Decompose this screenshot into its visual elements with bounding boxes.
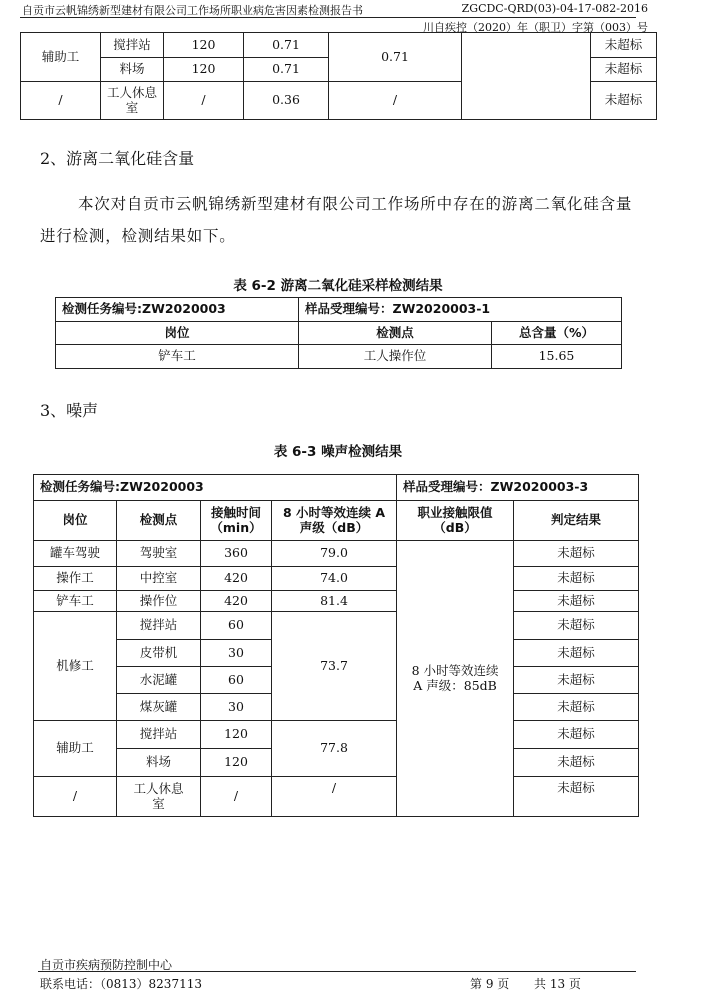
cell-point: 搅拌站 (117, 612, 201, 640)
table-row (56, 345, 622, 369)
cell-time: 120 (201, 721, 272, 749)
table-row (21, 33, 657, 58)
cell-level: 73.7 (272, 612, 397, 721)
header-level: 8 小时等效连续 A 声级（dB） (272, 501, 397, 541)
cell-value: 0.71 (244, 33, 329, 58)
header-post: 岗位 (34, 501, 117, 541)
table-row (34, 591, 639, 612)
cell-time: 30 (201, 694, 272, 721)
cell-point: 料场 (101, 58, 164, 82)
footer-phone: 联系电话：（0813）8237113 (40, 977, 202, 991)
cell-post: / (34, 777, 117, 817)
table-row (56, 298, 622, 322)
table-row (34, 541, 639, 567)
cell-time: 420 (201, 567, 272, 591)
cell-time: 120 (164, 33, 244, 58)
task-number: 检测任务编号:ZW2020003 (56, 298, 299, 322)
cell-post: 铲车工 (34, 591, 117, 612)
cell-result: 未超标 (514, 749, 639, 777)
header-result: 判定结果 (514, 501, 639, 541)
sample-number: 样品受理编号：ZW2020003-1 (299, 298, 622, 322)
header-post: 岗位 (56, 322, 299, 345)
cell-empty (462, 33, 591, 120)
cell-point: 料场 (117, 749, 201, 777)
header-limit: 职业接触限值（dB） (397, 501, 514, 541)
cell-level: / (272, 777, 397, 817)
cell-time: 120 (201, 749, 272, 777)
total-pages: 共 13 页 (534, 977, 581, 991)
cell-level: 77.8 (272, 721, 397, 777)
header-time: 接触时间（min） (201, 501, 272, 541)
sample-number: 样品受理编号：ZW2020003-3 (397, 475, 639, 501)
cell-result: 未超标 (591, 33, 657, 58)
cell-limit: 8 小时等效连续 A 声级：85dB (397, 541, 514, 817)
cell-time: 420 (201, 591, 272, 612)
section3-heading: 3、噪声 (40, 401, 99, 420)
header-content: 总含量（%） (492, 322, 622, 345)
section2-paragraph: 本次对自贡市云帆锦绣新型建材有限公司工作场所中存在的游离二氧化硅含量进行检测，检测结果如下。 (40, 195, 633, 245)
cell-time: / (164, 82, 244, 120)
table-row (34, 567, 639, 591)
report-code: ZGCDC-QRD(03)-04-17-082-2016 (461, 2, 648, 15)
cell-result: 未超标 (514, 721, 639, 749)
cell-point: 工人休息室 (101, 82, 164, 120)
cell-time: 30 (201, 640, 272, 667)
cell-point: 中控室 (117, 567, 201, 591)
cell-result: 未超标 (514, 694, 639, 721)
table-row (34, 721, 639, 749)
cell-value: 0.71 (244, 58, 329, 82)
table-6-3-caption: 表 6-3 噪声检测结果 (273, 444, 403, 460)
cell-point: 搅拌站 (117, 721, 201, 749)
cell-time: 60 (201, 667, 272, 694)
cell-value: 0.36 (244, 82, 329, 120)
table-row (34, 777, 639, 817)
cell-result: 未超标 (514, 541, 639, 567)
cell-time: 360 (201, 541, 272, 567)
report-title: 自贡市云帆锦绣新型建材有限公司工作场所职业病危害因素检测报告书 (22, 4, 363, 17)
cell-result: 未超标 (514, 667, 639, 694)
report-ref: 川自疾控（2020）年（职卫）字第（003）号 (423, 21, 648, 34)
cell-time: / (201, 777, 272, 817)
cell-point: 工人操作位 (299, 345, 492, 369)
cell-point: 煤灰罐 (117, 694, 201, 721)
cell-post: 铲车工 (56, 345, 299, 369)
cell-post: 操作工 (34, 567, 117, 591)
cell-point: 皮带机 (117, 640, 201, 667)
cell-result: 未超标 (591, 58, 657, 82)
cell-point: 水泥罐 (117, 667, 201, 694)
cell-point: 搅拌站 (101, 33, 164, 58)
cell-level: 74.0 (272, 567, 397, 591)
task-number: 检测任务编号:ZW2020003 (34, 475, 397, 501)
cell-post: 辅助工 (21, 33, 101, 82)
cell-point: 工人休息室 (117, 777, 201, 817)
cell-content: 15.65 (492, 345, 622, 369)
header-point: 检测点 (117, 501, 201, 541)
cell-result: 未超标 (514, 777, 639, 817)
noise-table (33, 474, 639, 817)
cell-result: 未超标 (514, 612, 639, 640)
cell-twa: 0.71 (329, 33, 462, 82)
noise-table-continued (20, 32, 657, 120)
cell-level: 81.4 (272, 591, 397, 612)
footer-org: 自贡市疾病预防控制中心 (40, 958, 173, 972)
cell-result: 未超标 (591, 82, 657, 120)
cell-twa: / (329, 82, 462, 120)
cell-result: 未超标 (514, 591, 639, 612)
table-6-2-caption: 表 6-2 游离二氧化硅采样检测结果 (233, 278, 443, 294)
cell-time: 60 (201, 612, 272, 640)
cell-post: 罐车驾驶 (34, 541, 117, 567)
table-row (34, 475, 639, 501)
footer-rule (38, 971, 636, 972)
table-row (34, 501, 639, 541)
cell-post: 辅助工 (34, 721, 117, 777)
table-row (34, 612, 639, 640)
cell-point: 驾驶室 (117, 541, 201, 567)
header-point: 检测点 (299, 322, 492, 345)
cell-post: / (21, 82, 101, 120)
table-row (56, 322, 622, 345)
section2-heading: 2、游离二氧化硅含量 (40, 149, 195, 168)
page-number: 第 9 页 (470, 977, 510, 991)
cell-level: 79.0 (272, 541, 397, 567)
cell-result: 未超标 (514, 567, 639, 591)
cell-result: 未超标 (514, 640, 639, 667)
header-rule (20, 17, 636, 18)
cell-time: 120 (164, 58, 244, 82)
silica-table (55, 297, 622, 369)
cell-point: 操作位 (117, 591, 201, 612)
cell-post: 机修工 (34, 612, 117, 721)
